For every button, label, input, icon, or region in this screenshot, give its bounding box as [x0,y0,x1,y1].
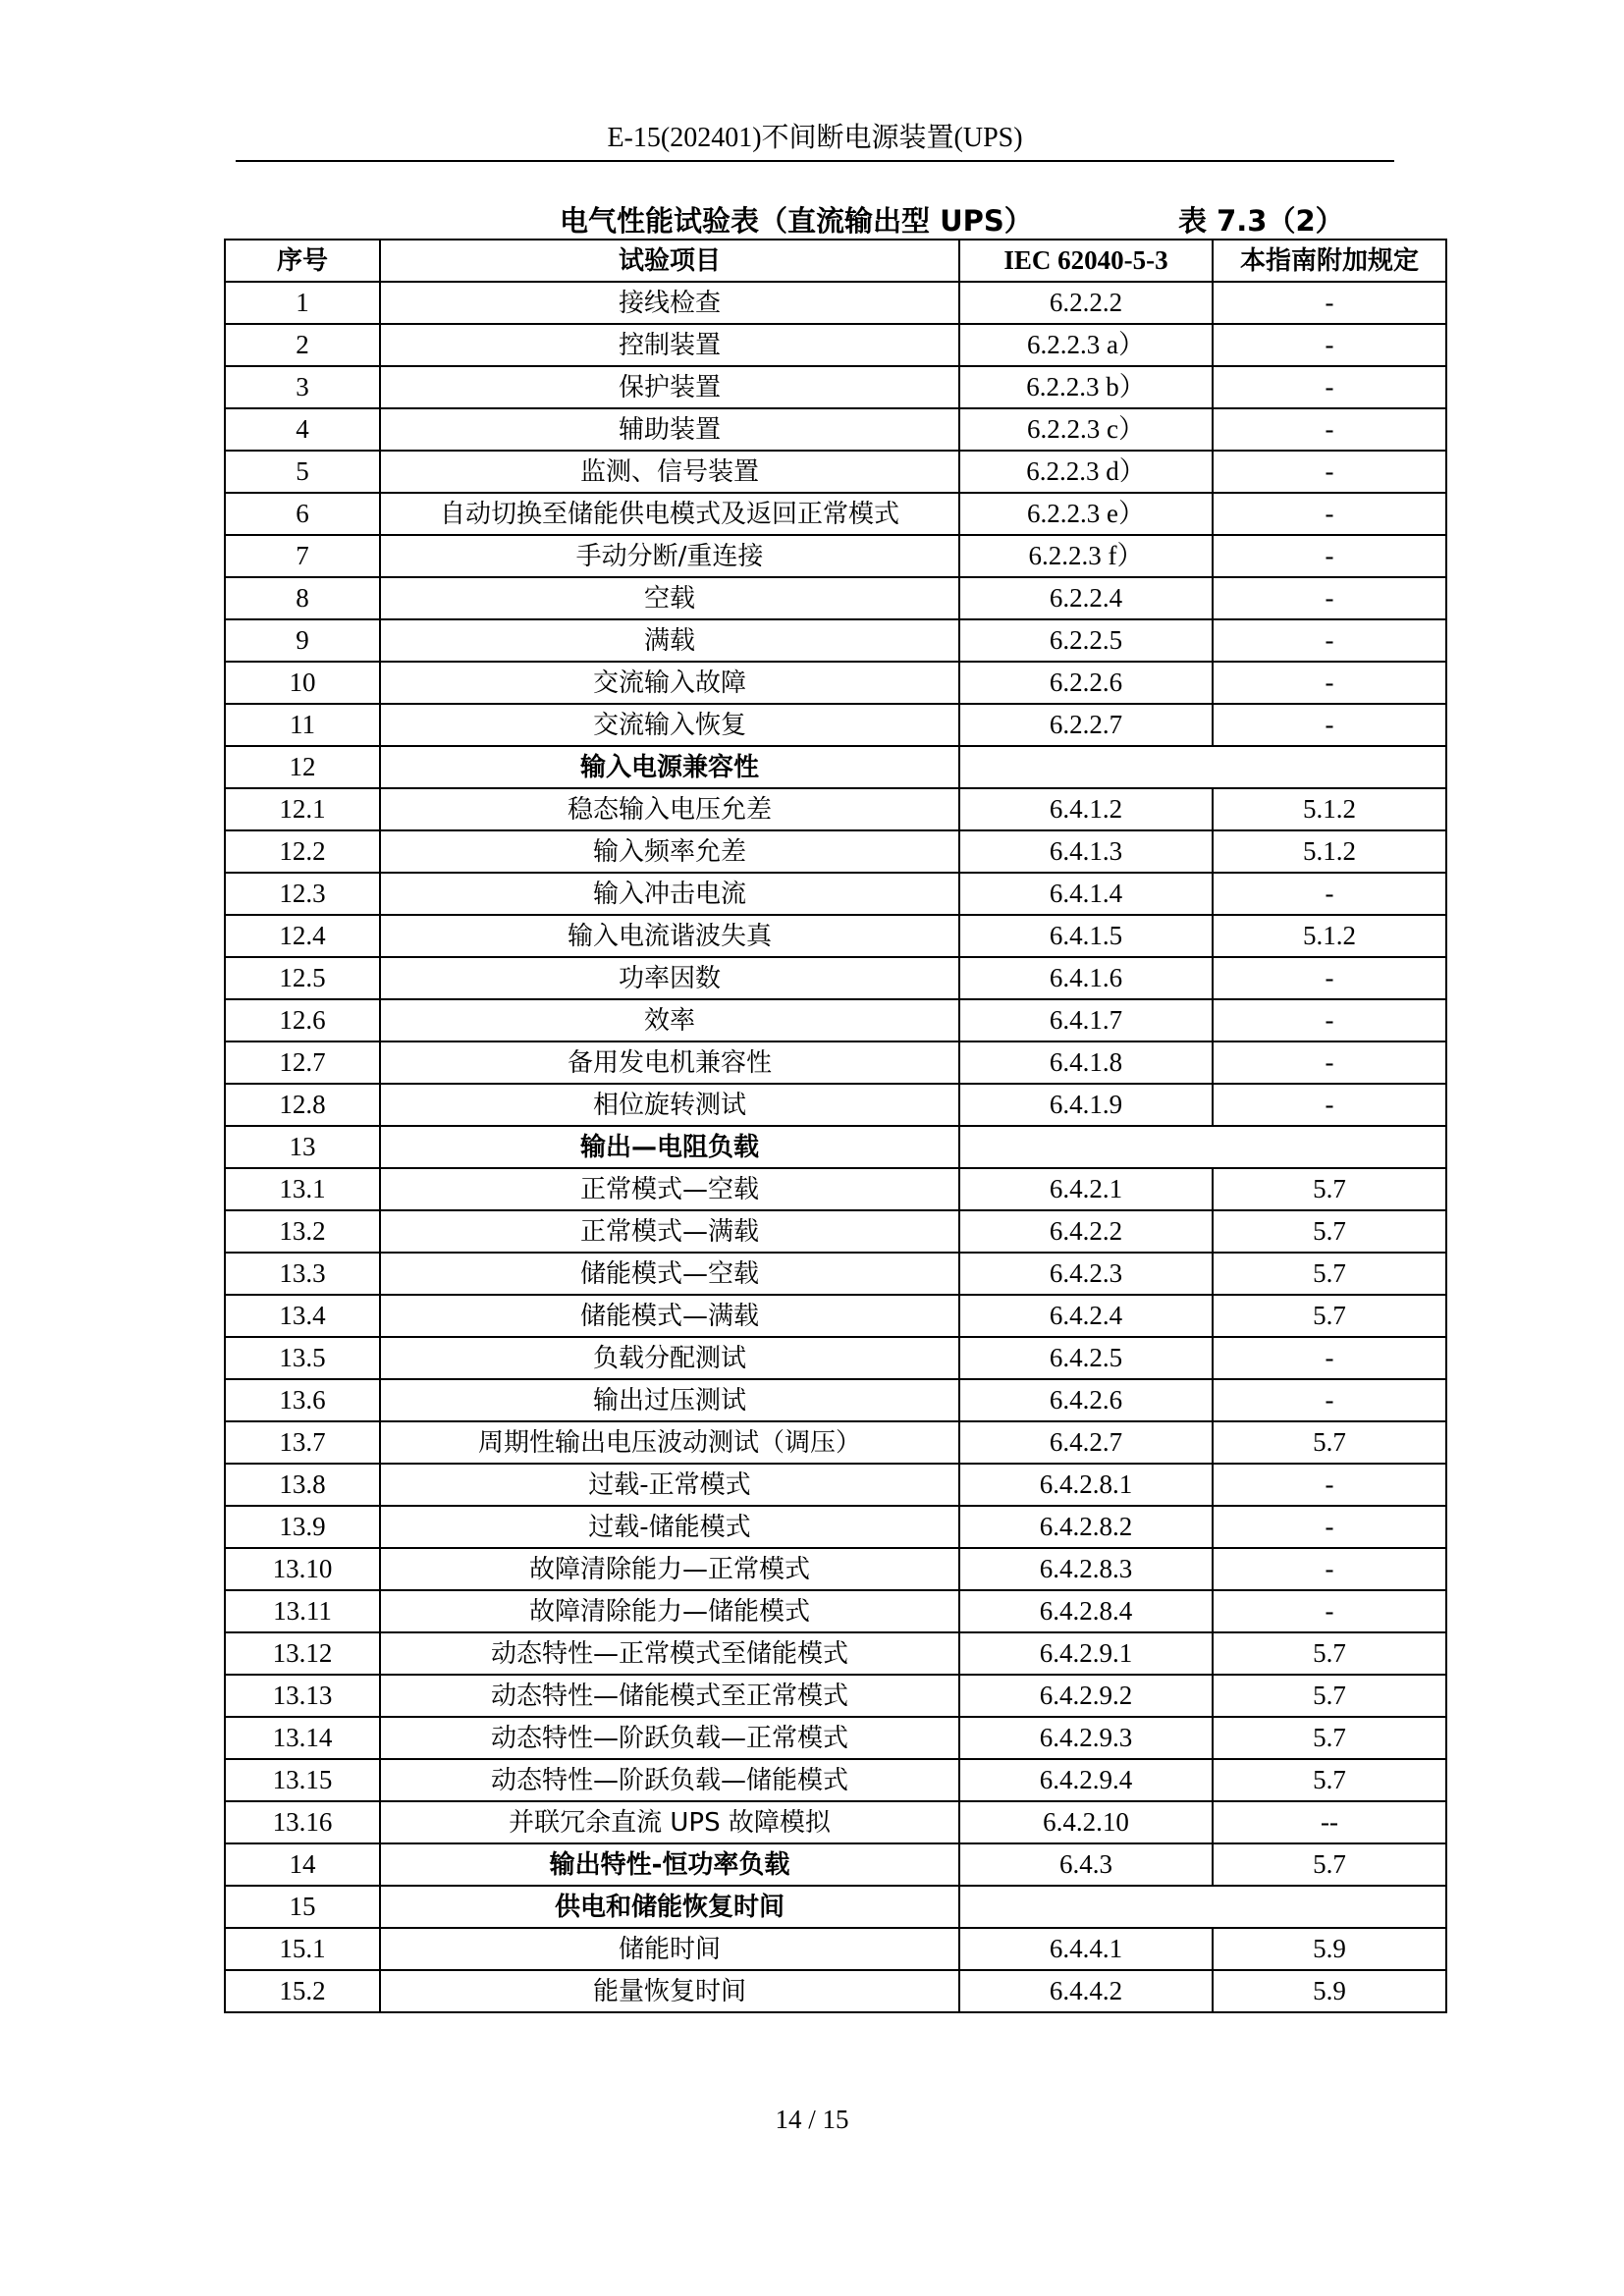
cell-seq: 13.6 [225,1379,380,1421]
cell-seq: 12.7 [225,1041,380,1084]
table-row [225,1210,1446,1253]
page-header: E-15(202401)不间断电源装置(UPS) [607,123,1023,153]
table-row [225,1801,1446,1843]
table-row [225,1717,1446,1759]
table-number: 表 7.3（2） [1178,204,1344,238]
cell-item: 输入冲击电流 [380,873,959,915]
cell-iec: 6.4.2.5 [959,1337,1213,1379]
cell-extra: 5.7 [1213,1717,1446,1759]
cell-extra: - [1213,1548,1446,1590]
cell-extra: - [1213,1590,1446,1632]
cell-extra: 5.1.2 [1213,915,1446,957]
cell-item: 并联冗余直流 UPS 故障模拟 [380,1801,959,1843]
cell-seq: 7 [225,535,380,577]
cell-item: 备用发电机兼容性 [380,1041,959,1084]
cell-extra: - [1213,873,1446,915]
cell-seq: 8 [225,577,380,619]
table-row [225,1675,1446,1717]
cell-iec: 6.4.4.2 [959,1970,1213,2012]
table-row [225,1464,1446,1506]
table-header-row [225,240,1446,282]
cell-seq: 12.6 [225,999,380,1041]
cell-seq: 12.3 [225,873,380,915]
cell-iec: 6.4.4.1 [959,1928,1213,1970]
table-row [225,324,1446,366]
cell-item: 负载分配测试 [380,1337,959,1379]
cell-extra: - [1213,366,1446,408]
cell-seq: 13.10 [225,1548,380,1590]
cell-iec: 6.4.2.1 [959,1168,1213,1210]
cell-seq: 13.12 [225,1632,380,1675]
cell-extra: - [1213,1337,1446,1379]
cell-seq: 1 [225,282,380,324]
cell-extra: 5.7 [1213,1759,1446,1801]
cell-iec: 6.4.2.8.4 [959,1590,1213,1632]
cell-iec: 6.4.2.8.3 [959,1548,1213,1590]
cell-item: 故障清除能力—正常模式 [380,1548,959,1590]
table-title: 电气性能试验表（直流输出型 UPS） [560,204,1033,238]
table-row [225,577,1446,619]
cell-extra: 5.7 [1213,1295,1446,1337]
cell-iec: 6.4.1.4 [959,873,1213,915]
cell-seq: 12.8 [225,1084,380,1126]
cell-empty [959,1126,1446,1168]
cell-iec: 6.4.1.3 [959,830,1213,873]
cell-iec: 6.2.2.2 [959,282,1213,324]
cell-item: 故障清除能力—储能模式 [380,1590,959,1632]
cell-extra: 5.1.2 [1213,788,1446,830]
table-section-row [225,746,1446,788]
cell-item: 动态特性—阶跃负载—储能模式 [380,1759,959,1801]
cell-item: 能量恢复时间 [380,1970,959,2012]
cell-seq: 5 [225,451,380,493]
cell-iec: 6.4.2.10 [959,1801,1213,1843]
header-extra: 本指南附加规定 [1213,240,1446,282]
table-row [225,282,1446,324]
table-row [225,1253,1446,1295]
cell-item: 正常模式—满载 [380,1210,959,1253]
cell-extra: - [1213,1379,1446,1421]
table-row [225,408,1446,451]
table-row [225,366,1446,408]
test-table [224,239,1447,2013]
header-iec: IEC 62040-5-3 [959,240,1213,282]
table-section-row [225,1126,1446,1168]
table-section-row [225,1886,1446,1928]
table-row [225,1379,1446,1421]
cell-item: 正常模式—空载 [380,1168,959,1210]
table-row [225,999,1446,1041]
table-row [225,1421,1446,1464]
cell-item: 储能模式—满载 [380,1295,959,1337]
cell-item: 输入电源兼容性 [380,746,959,788]
cell-item: 动态特性—阶跃负载—正常模式 [380,1717,959,1759]
cell-iec: 6.4.2.9.4 [959,1759,1213,1801]
cell-item: 稳态输入电压允差 [380,788,959,830]
cell-item: 辅助装置 [380,408,959,451]
cell-seq: 13.8 [225,1464,380,1506]
table-row [225,1041,1446,1084]
cell-item: 监测、信号装置 [380,451,959,493]
table-row [225,1084,1446,1126]
table-row [225,1590,1446,1632]
cell-seq: 14 [225,1843,380,1886]
table-row [225,915,1446,957]
cell-item: 功率因数 [380,957,959,999]
cell-item: 储能模式—空载 [380,1253,959,1295]
cell-extra: - [1213,704,1446,746]
cell-extra: - [1213,957,1446,999]
cell-extra: 5.7 [1213,1253,1446,1295]
cell-extra: 5.1.2 [1213,830,1446,873]
cell-iec: 6.4.2.8.2 [959,1506,1213,1548]
cell-seq: 13.7 [225,1421,380,1464]
table-row [225,1759,1446,1801]
cell-seq: 15 [225,1886,380,1928]
cell-seq: 13.16 [225,1801,380,1843]
header-seq: 序号 [225,240,380,282]
cell-iec: 6.2.2.3 b） [959,366,1213,408]
cell-iec: 6.4.1.5 [959,915,1213,957]
cell-seq: 13.2 [225,1210,380,1253]
cell-seq: 12 [225,746,380,788]
table-row [225,1506,1446,1548]
table-row [225,1843,1446,1886]
table-row [225,830,1446,873]
cell-item: 输入电流谐波失真 [380,915,959,957]
cell-seq: 13.14 [225,1717,380,1759]
table-row [225,704,1446,746]
cell-extra: - [1213,535,1446,577]
cell-item: 输出过压测试 [380,1379,959,1421]
cell-extra: - [1213,662,1446,704]
cell-extra: - [1213,408,1446,451]
table-row [225,619,1446,662]
cell-iec: 6.2.2.6 [959,662,1213,704]
cell-item: 供电和储能恢复时间 [380,1886,959,1928]
cell-extra: - [1213,577,1446,619]
cell-extra: - [1213,1506,1446,1548]
cell-iec: 6.4.2.9.1 [959,1632,1213,1675]
cell-extra: - [1213,282,1446,324]
cell-seq: 13.1 [225,1168,380,1210]
cell-extra: - [1213,493,1446,535]
cell-iec: 6.4.2.9.2 [959,1675,1213,1717]
cell-extra: -- [1213,1801,1446,1843]
cell-extra: - [1213,324,1446,366]
cell-seq: 12.4 [225,915,380,957]
cell-seq: 4 [225,408,380,451]
cell-item: 过载-储能模式 [380,1506,959,1548]
cell-iec: 6.2.2.3 c） [959,408,1213,451]
cell-iec: 6.4.2.7 [959,1421,1213,1464]
cell-seq: 13.5 [225,1337,380,1379]
cell-iec: 6.4.2.4 [959,1295,1213,1337]
cell-item: 接线检查 [380,282,959,324]
cell-iec: 6.4.2.8.1 [959,1464,1213,1506]
cell-iec: 6.4.1.7 [959,999,1213,1041]
cell-iec: 6.2.2.3 e） [959,493,1213,535]
cell-item: 过载-正常模式 [380,1464,959,1506]
cell-extra: 5.7 [1213,1843,1446,1886]
cell-extra: 5.7 [1213,1675,1446,1717]
cell-iec: 6.2.2.4 [959,577,1213,619]
cell-extra: 5.7 [1213,1210,1446,1253]
cell-extra: 5.9 [1213,1928,1446,1970]
cell-item: 输出—电阻负载 [380,1126,959,1168]
cell-item: 输出特性-恒功率负载 [380,1843,959,1886]
cell-item: 手动分断/重连接 [380,535,959,577]
cell-extra: - [1213,999,1446,1041]
table-row [225,1295,1446,1337]
cell-iec: 6.2.2.3 d） [959,451,1213,493]
cell-seq: 13.3 [225,1253,380,1295]
cell-iec: 6.4.2.6 [959,1379,1213,1421]
header-item: 试验项目 [380,240,959,282]
cell-empty [959,746,1446,788]
cell-item: 交流输入恢复 [380,704,959,746]
cell-item: 保护装置 [380,366,959,408]
table-row [225,662,1446,704]
cell-iec: 6.4.2.2 [959,1210,1213,1253]
cell-seq: 15.1 [225,1928,380,1970]
cell-item: 相位旋转测试 [380,1084,959,1126]
cell-extra: - [1213,1041,1446,1084]
cell-iec: 6.2.2.7 [959,704,1213,746]
cell-seq: 13.9 [225,1506,380,1548]
cell-item: 交流输入故障 [380,662,959,704]
cell-iec: 6.4.2.9.3 [959,1717,1213,1759]
cell-item: 控制装置 [380,324,959,366]
cell-extra: - [1213,1084,1446,1126]
cell-seq: 12.1 [225,788,380,830]
cell-seq: 9 [225,619,380,662]
table-row [225,957,1446,999]
cell-seq: 3 [225,366,380,408]
cell-seq: 13.4 [225,1295,380,1337]
cell-extra: 5.7 [1213,1421,1446,1464]
table-body [225,282,1446,2012]
cell-item: 动态特性—储能模式至正常模式 [380,1675,959,1717]
table-row [225,1970,1446,2012]
cell-iec: 6.2.2.3 f） [959,535,1213,577]
cell-item: 效率 [380,999,959,1041]
cell-seq: 12.5 [225,957,380,999]
cell-iec: 6.4.1.8 [959,1041,1213,1084]
cell-extra: 5.7 [1213,1632,1446,1675]
table-row [225,1548,1446,1590]
cell-item: 空载 [380,577,959,619]
cell-item: 周期性输出电压波动测试（调压） [380,1421,959,1464]
cell-seq: 13.13 [225,1675,380,1717]
cell-iec: 6.4.1.6 [959,957,1213,999]
table-row [225,451,1446,493]
header-rule [236,160,1394,162]
cell-seq: 2 [225,324,380,366]
cell-iec: 6.4.1.2 [959,788,1213,830]
cell-extra: 5.9 [1213,1970,1446,2012]
table-row [225,493,1446,535]
cell-item: 满载 [380,619,959,662]
cell-extra: - [1213,451,1446,493]
cell-iec: 6.4.2.3 [959,1253,1213,1295]
table-row [225,535,1446,577]
table-row [225,1337,1446,1379]
cell-iec: 6.2.2.5 [959,619,1213,662]
cell-iec: 6.2.2.3 a） [959,324,1213,366]
page-number: 14 / 15 [775,2105,849,2134]
cell-extra: - [1213,619,1446,662]
table-row [225,788,1446,830]
cell-extra: 5.7 [1213,1168,1446,1210]
cell-iec: 6.4.3 [959,1843,1213,1886]
cell-seq: 11 [225,704,380,746]
cell-seq: 15.2 [225,1970,380,2012]
cell-item: 输入频率允差 [380,830,959,873]
table-caption [224,199,1445,239]
table-row [225,873,1446,915]
cell-seq: 10 [225,662,380,704]
cell-empty [959,1886,1446,1928]
cell-item: 储能时间 [380,1928,959,1970]
cell-seq: 6 [225,493,380,535]
table-row [225,1632,1446,1675]
cell-seq: 13.11 [225,1590,380,1632]
cell-seq: 13 [225,1126,380,1168]
cell-iec: 6.4.1.9 [959,1084,1213,1126]
table-row [225,1928,1446,1970]
cell-item: 动态特性—正常模式至储能模式 [380,1632,959,1675]
cell-extra: - [1213,1464,1446,1506]
table-row [225,1168,1446,1210]
cell-item: 自动切换至储能供电模式及返回正常模式 [380,493,959,535]
cell-seq: 13.15 [225,1759,380,1801]
cell-seq: 12.2 [225,830,380,873]
